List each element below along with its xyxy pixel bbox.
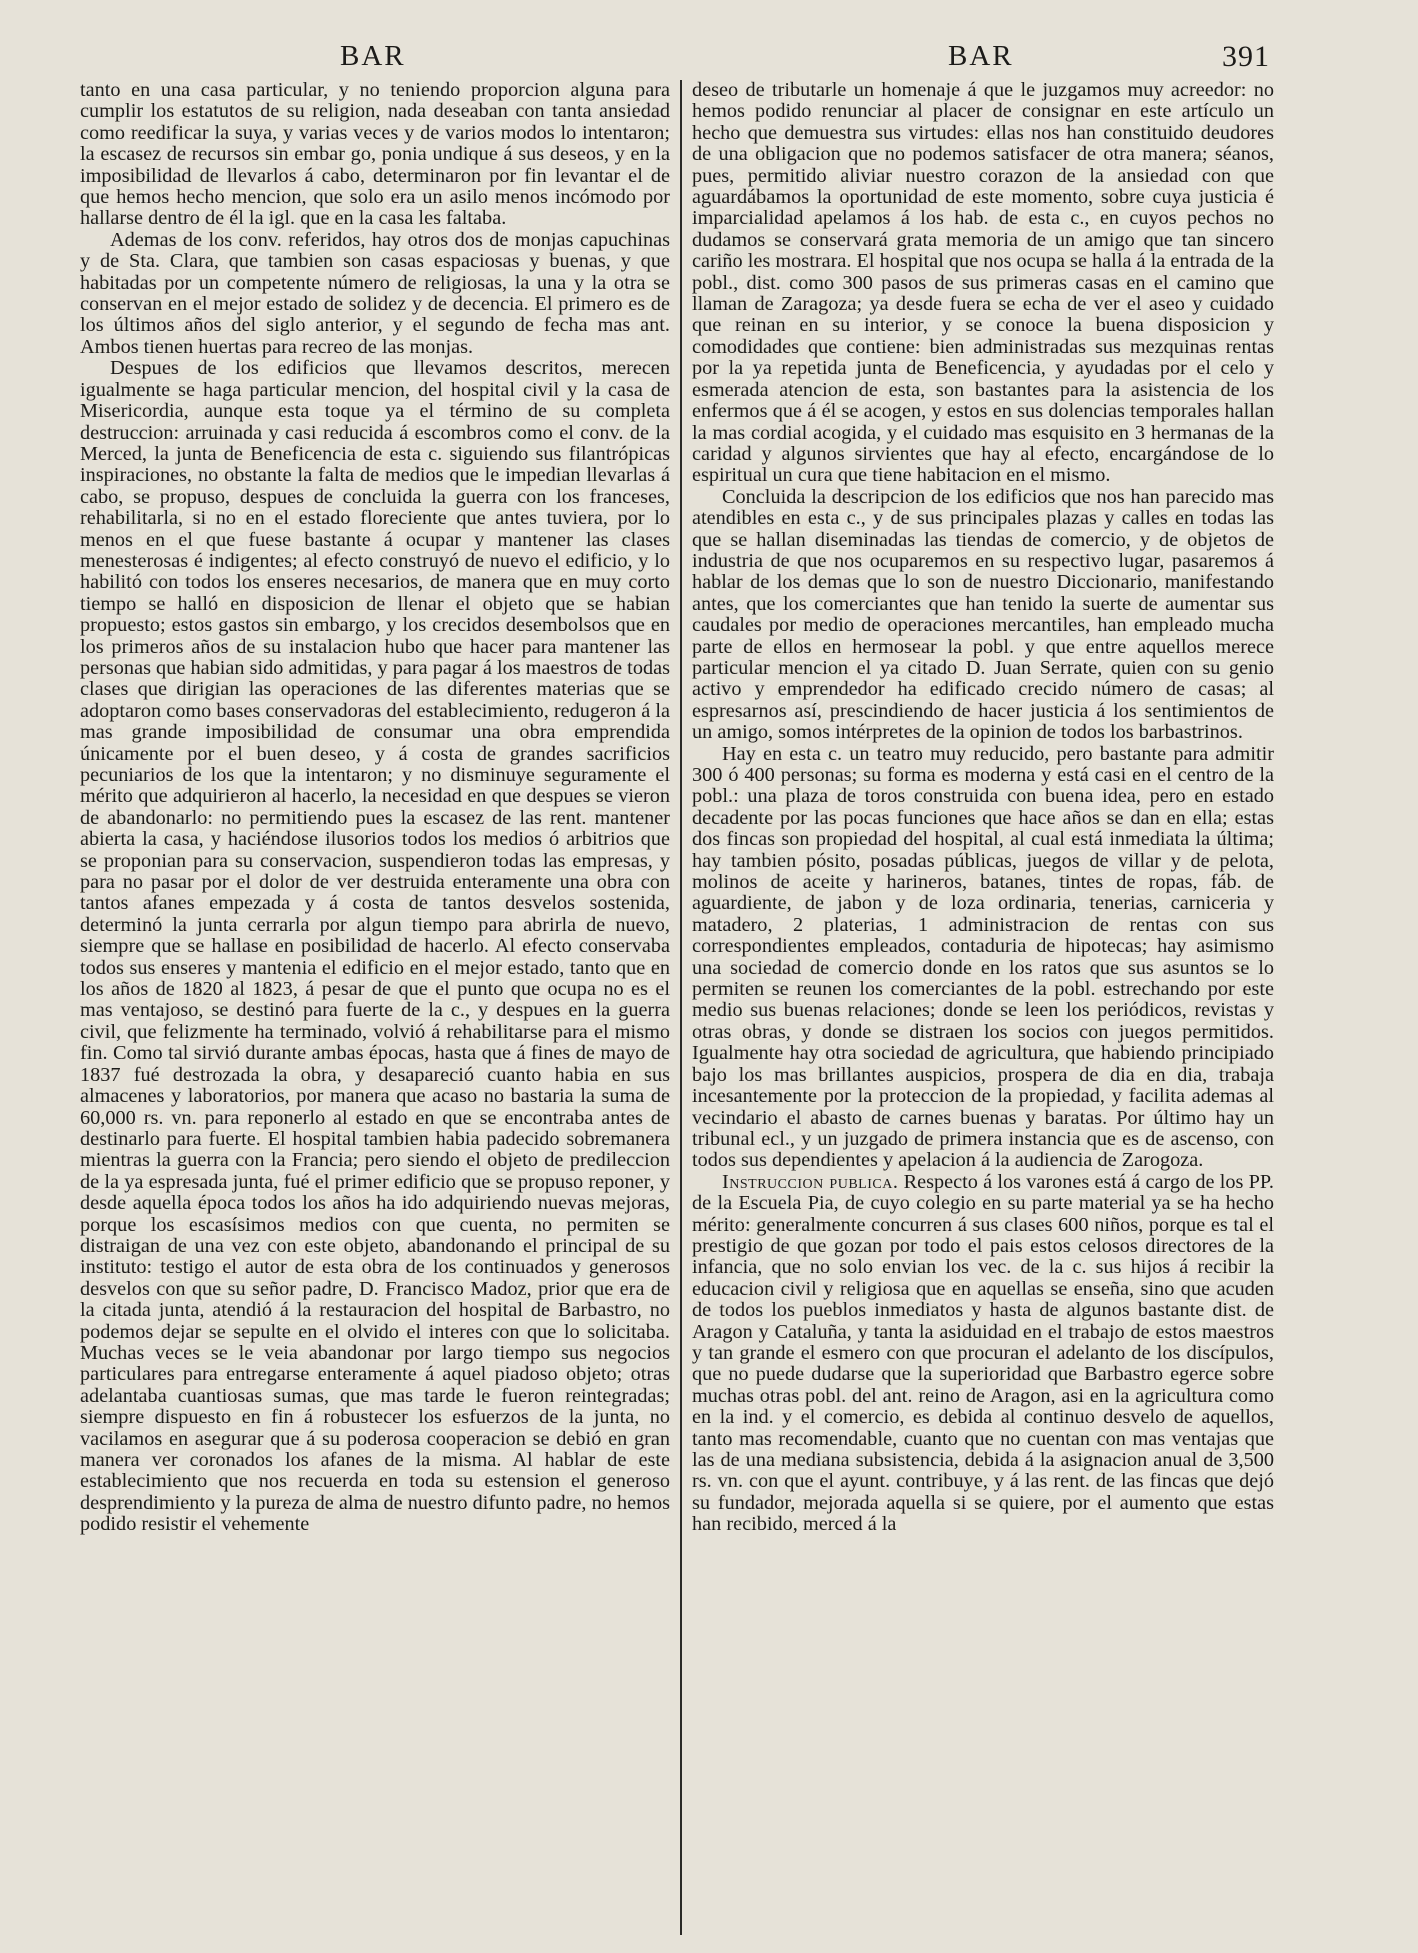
paragraph: Concluida la descripcion de los edificios que nos han parecido mas atendibles en esta c., y de sus principales plazas y calles en todas las que se hallan diseminadas las tiendas de comercio, y de objetos de industria de que nos ocuparemos en su respectivo lugar, pasaremos á hablar de los demas que lo son de nuestro Diccionario, manifestando antes, que los comerciantes que han tenido la suerte de aumentar sus caudales por medio de operaciones mercantiles, han empleado mucha parte de ellos en hermosear la pobl. y que entre aquellos merece particular mencion el ya citado D. Juan Serrate, quien con su genio activo y emprendedor ha edificado crecido número de casas; al espresarnos así, prescindiendo de hacer justicia á los sentimientos de un amigo, somos intérpretes de la opinion de todos los barbastrinos. [692, 485, 1274, 744]
paragraph: Hay en esta c. un teatro muy reducido, pero bastante para admitir 300 ó 400 personas; su forma es moderna y está casi en el centro de la pobl.: una plaza de toros construida con buena idea, pero en estado decadente por las pocas funciones que hace años se dan en ella; estas dos fincas son propiedad del hospital, al cual está inmediata la última; hay tambien pósito, posadas públicas, juegos de villar y de pelota, molinos de aceite y harineros, batanes, tintes de ropas, fáb. de aguardiente, de jabon y de loza ordinaria, tenerias, carniceria y matadero, 2 platerias, 1 administracion de rentas con sus correspondientes empleados, contaduria de hipotecas; hay asimismo una sociedad de comercio donde en los ratos que sus asuntos se lo permiten se reunen los comerciantes de la pobl. estrechando por este medio sus buenas relaciones; donde se leen los periódicos, revistas y otras obras, y donde se distraen los socios con juegos permitidos. Igualmente hay otra sociedad de agricultura, que habiendo principiado bajo los mas brillantes auspicios, prospera de dia en dia, trabaja incesantemente por la proteccion de la propiedad, y facilita ademas al vecindario el abasto de carnes buenas y baratas. Por último hay un tribunal ecl., y un juzgado de primera instancia que es de ascenso, con todos sus dependientes y apelacion á la audiencia de Zarogoza. [692, 742, 1274, 1172]
right-column [692, 80, 1274, 1940]
section-heading: Instruccion publica. [722, 1170, 899, 1193]
running-head-left: BAR [340, 40, 406, 72]
paragraph: deseo de tributarle un homenaje á que le juzgamos muy acreedor: no hemos podido renunciar al placer de consignar en este artículo un hecho que demuestra sus virtudes: ellas nos han constituido deudores de una obligacion que no podemos satisfacer de otra manera; séanos, pues, permitido aliviar nuestro corazon de la ansiedad con que aguardábamos la oportunidad de este momento, sobre cuya justicia é imparcialidad apelamos á los hab. de esta c., en cuyos pechos no dudamos se conservará grata memoria de un amigo que tan sincero cariño les mostrara. El hospital que nos ocupa se halla á la entrada de la pobl., dist. como 300 pasos de sus primeras casas en el camino que llaman de Zaragoza; ya desde fuera se echa de ver el aseo y cuidado que reinan en su interior, y se conoce la buena disposicion y comodidades que contiene: bien administradas sus mezquinas rentas por la ya repetida junta de Beneficencia, y ayudadas por el celo y esmerada atencion de esta, son bastantes para la asistencia de los enfermos que á él se acogen, y estos en sus dolencias temporales hallan la mas cordial acogida, y el cuidado mas esquisito en 3 hermanas de la caridad y algunos sirvientes que hay al efecto, encargándose de lo espiritual un cura que tiene habitacion en el mismo. [692, 80, 1274, 487]
running-head-right: BAR [948, 40, 1014, 72]
paragraph [692, 1172, 1274, 1536]
left-column [80, 80, 670, 1940]
page-number: 391 [1222, 40, 1270, 73]
paragraph: Despues de los edificios que llevamos descritos, merecen igualmente se haga particular mencion, del hospital civil y la casa de Misericordia, aunque esta toque ya el término de su completa destruccion: arruinada y casi reducida á escombros como el conv. de la Merced, la junta de Beneficencia de esta c. siguiendo sus filantrópicas inspiraciones, no obstante la falta de medios que le impedian llevarlas á cabo, se propuso, despues de concluida la guerra con los franceses, rehabilitarla, si no en el estado floreciente que antes tuviera, por lo menos en el que fuese bastante á ocupar y mantener las clases menesterosas é indigentes; al efecto construyó de nuevo el edificio, y lo habilitó con todos los enseres necesarios, de manera que en muy corto tiempo se halló en disposicion de llenar el objeto que se habian propuesto; estos gastos sin embargo, y los crecidos desembolsos que en los primeros años de su instalacion hubo que hacer para mantener las personas que habian sido admitidas, y para pagar á los maestros de todas clases que dirigian las operaciones de las diferentes materias que se adoptaron como bases conservadoras del establecimiento, redugeron á la mas grande imposibilidad de consumar una obra emprendida únicamente por el buen deseo, y á costa de grandes sacrificios pecuniarios de los que la intentaron; y no disminuye seguramente el mérito que adquirieron al hacerlo, la necesidad en que despues se vieron de abandonarlo: no permitiendo pues la escasez de las rent. mantener abierta la casa, y haciéndose ilusorios todos los medios ó arbitrios que se proponian para su conservacion, suspendieron todas las empresas, y para no pasar por el dolor de ver destruida enteramente una obra con tantos afanes empezada y á costa de tantos desvelos sostenida, determinó la junta cerrarla por algun tiempo para abrirla de nuevo, siempre que se hallase en posibilidad de hacerlo. Al efecto conservaba todos sus enseres y mantenia el edificio en el mejor estado, tanto que en los años de 1820 al 1823, á pesar de que el punto que ocupa no es el mas ventajoso, se destinó para fuerte de la c., y despues en la guerra civil, que felizmente ha terminado, volvió á rehabilitarse para el mismo fin. Como tal sirvió durante ambas épocas, hasta que á fines de mayo de 1837 fué destrozada la obra, y desapareció cuanto habia en sus almacenes y laboratorios, por manera que acaso no bastaria la suma de 60,000 rs. vn. para reponerlo al estado en que se encontraba antes de destinarlo para fuerte. El hospital tambien habia padecido sobremanera mientras la guerra con la Francia; pero siendo el objeto de predileccion de la ya espresada junta, fué el primer edificio que se propuso reponer, y desde aquella época todos los años ha ido adquiriendo nuevas mejoras, porque los escasísimos medios con que cuenta, no permiten se distraigan de una vez con este objeto, abandonando el principal de su instituto: testigo el autor de esta obra de los continuados y generosos desvelos con que su señor padre, D. Francisco Madoz, prior que era de la citada junta, atendió á la restauracion del hospital de Barbastro, no podemos dejar se sepulte en el olvido el interes con que lo solicitaba. Muchas veces se le veia abandonar por largo tiempo sus negocios particulares para entregarse enteramente á aquel piadoso objeto; otras adelantaba cuantiosas sumas, que mas tarde le fueron reintegradas; siempre dispuesto en fin á robustecer los esfuerzos de la junta, no vacilamos en asegurar que á su poderosa cooperacion se debió en gran manera ver coronados los afanes de la misma. Al hablar de este establecimiento que nos recuerda en toda su estension el generoso desprendimiento y la pureza de alma de nuestro difunto padre, no hemos podido resistir el vehemente [80, 357, 670, 1536]
paragraph: tanto en una casa particular, y no teniendo proporcion alguna para cumplir los estatutos de su religion, nada deseaban con tanta ansiedad como reedificar la suya, y varias veces y de varios modos lo intentaron; la escasez de recursos sin embar go, ponia undique á sus deseos, y en la imposibilidad de llevarlos á cabo, determinaron por fin levantar el de que hemos hecho mencion, que solo era un asilo menos incómodo por hallarse dentro de él la igl. que en la casa les faltaba. [80, 80, 670, 230]
column-divider [680, 80, 682, 1935]
paragraph-text: Respecto á los varones está á cargo de los PP. de la Escuela Pia, de cuyo colegio en su parte material ya se ha hecho mérito: generalmente concurren á sus clases 600 niños, porque es tal el prestigio de que gozan por todo el pais estos celosos directores de la infancia, que no solo envian los vec. de la c. sus hijos á recibir la educacion civil y religiosa que en aquellas se enseña, sino que acuden de todos los pueblos inmediatos y hasta de algunos bastante dist. de Aragon y Cataluña, y tanta la asiduidad en el trabajo de estos maestros y tan grande el esmero con que procuran el adelanto de los discípulos, que no puede dudarse que la superioridad que Barbastro egerce sobre muchas otras pobl. del ant. reino de Aragon, asi en la agricultura como en la ind. y el comercio, es debida al continuo desvelo de aquellos, tanto mas recomendable, cuanto que no cuentan con mas ventajas que las de una mediana subsistencia, debida á la asignacion anual de 3,500 rs. vn. con que el ayunt. contribuye, y á las rent. de las fincas que dejó su fundador, mejorada aquella si se quiere, por el aumento que estas han recibido, merced á la [692, 1170, 1274, 1536]
paragraph: Ademas de los conv. referidos, hay otros dos de monjas capuchinas y de Sta. Clara, que tambien son casas espaciosas y buenas, y que habitadas por un competente número de religiosas, la una y la otra se conservan en el mejor estado de solidez y de decencia. El primero es de los últimos años del siglo anterior, y el segundo de fecha mas ant. Ambos tienen huertas para recreo de las monjas. [80, 228, 670, 358]
